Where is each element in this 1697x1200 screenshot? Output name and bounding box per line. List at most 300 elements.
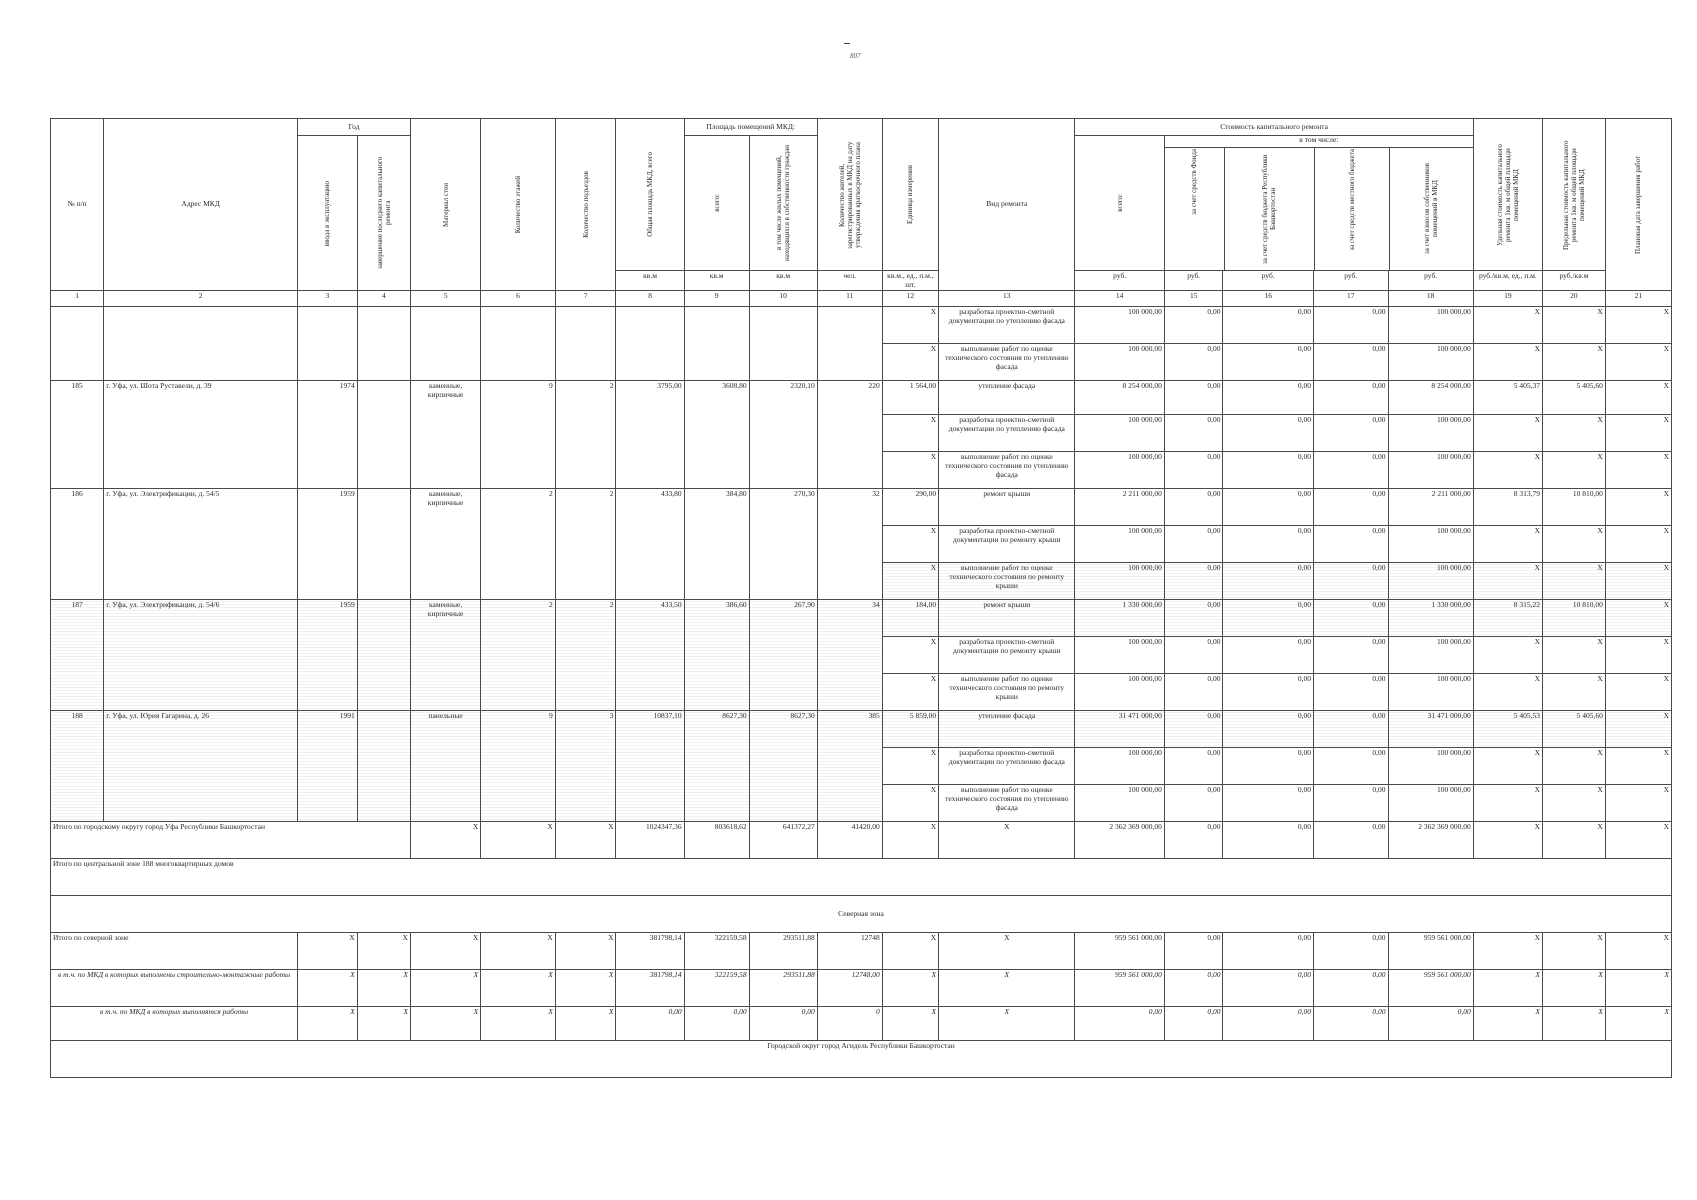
table-cell: 100 000,00 — [1075, 748, 1164, 785]
total-city-row — [51, 822, 1672, 859]
table-cell: X — [1605, 415, 1671, 452]
table-cell: 8 254 000,00 — [1388, 381, 1473, 415]
table-cell: 8627,30 — [749, 711, 817, 822]
h-address: Адрес МКД — [104, 119, 298, 291]
table-cell: X — [410, 933, 480, 970]
table-cell: 1959 — [298, 489, 358, 600]
table-cell: 0,00 — [1313, 822, 1388, 859]
table-cell: 9 — [684, 291, 749, 307]
table-cell: 0,00 — [1223, 748, 1314, 785]
table-cell — [357, 307, 410, 381]
table-cell: X — [882, 785, 938, 822]
table-cell: 0,00 — [684, 1007, 749, 1041]
table-cell: руб./кв.м, ед., п.м. — [1473, 271, 1542, 291]
table-cell: 8 254 000,00 — [1075, 381, 1164, 415]
total-central-row — [51, 859, 1672, 896]
table-cell: 0,00 — [1313, 307, 1388, 344]
table-cell: X — [1473, 452, 1542, 489]
table-cell: 0,00 — [1313, 933, 1388, 970]
table-cell: 322159,58 — [684, 933, 749, 970]
table-cell: 293511,88 — [749, 970, 817, 1007]
header-row-1 — [51, 119, 1672, 136]
table-cell: 100 000,00 — [1075, 526, 1164, 563]
table-cell: 803618,62 — [684, 822, 749, 859]
table-cell: 293511,88 — [749, 933, 817, 970]
table-cell: X — [882, 970, 938, 1007]
h-year: Год — [298, 119, 411, 136]
table-cell: X — [882, 415, 938, 452]
table-cell: X — [1543, 785, 1606, 822]
table-cell: X — [882, 1007, 938, 1041]
table-cell: 100 000,00 — [1075, 415, 1164, 452]
page-number: 807 — [850, 52, 861, 60]
table-cell: 100 000,00 — [1075, 637, 1164, 674]
table-cell: 14 — [1075, 291, 1164, 307]
table-cell: X — [481, 1007, 556, 1041]
table-cell: 100 000,00 — [1388, 674, 1473, 711]
table-cell: 1 — [51, 291, 104, 307]
h-total-area: Общая площадь МКД, всего — [616, 119, 684, 271]
table-cell: 100 000,00 — [1075, 452, 1164, 489]
table-cell: 100 000,00 — [1075, 674, 1164, 711]
table-cell: 1991 — [298, 711, 358, 822]
h-entrances: Количество подъездов — [555, 119, 616, 291]
table-cell: 10 810,00 — [1543, 489, 1606, 526]
table-cell: 4 — [357, 291, 410, 307]
table-cell: 0,00 — [1223, 933, 1314, 970]
table-cell: 41420,00 — [817, 822, 882, 859]
h-year-commission: ввода в эксплуатацию — [298, 136, 358, 291]
table-cell: 20 — [1543, 291, 1606, 307]
table-cell: X — [939, 970, 1075, 1007]
table-cell: 12748,00 — [817, 970, 882, 1007]
table-cell: 0,00 — [1223, 711, 1314, 748]
table-cell: 267,90 — [749, 600, 817, 711]
table-cell: 0,00 — [1223, 307, 1314, 344]
table-row — [51, 381, 1672, 415]
table-cell: 0,00 — [1313, 674, 1388, 711]
h-premises-area: Площадь помещений МКД: — [684, 119, 817, 136]
table-cell: 31 471 000,00 — [1075, 711, 1164, 748]
h-floors: Количество этажей — [481, 119, 556, 291]
table-cell: 2 — [555, 381, 616, 489]
table-cell: 184,00 — [882, 600, 938, 637]
h-premises-total: всего: — [684, 136, 749, 271]
table-cell: 0,00 — [1164, 344, 1223, 381]
table-cell: X — [1473, 1007, 1542, 1041]
table-cell: руб. — [1164, 271, 1223, 291]
table-cell: за счет средств Фонда — [1165, 148, 1225, 270]
table-cell: X — [939, 822, 1075, 859]
table-cell: X — [1473, 785, 1542, 822]
table-cell: 3608,80 — [684, 381, 749, 489]
table-cell: 0,00 — [1388, 1007, 1473, 1041]
table-cell: 0,00 — [1313, 637, 1388, 674]
table-cell: X — [882, 526, 938, 563]
table-cell: 8 315,22 — [1473, 600, 1542, 637]
table-cell: 17 — [1313, 291, 1388, 307]
table-cell — [410, 307, 480, 381]
table-cell: X — [357, 1007, 410, 1041]
table-cell: X — [1473, 933, 1542, 970]
table-cell: 385 — [817, 711, 882, 822]
table-cell: X — [1473, 307, 1542, 344]
table-cell: 0,00 — [1223, 674, 1314, 711]
table-cell: 0,00 — [1164, 637, 1223, 674]
table-cell: 2 — [481, 600, 556, 711]
table-cell: 0,00 — [1313, 563, 1388, 600]
table-cell: руб. — [1223, 271, 1314, 291]
table-cell: руб./кв.м — [1543, 271, 1606, 291]
table-cell: 19 — [1473, 291, 1542, 307]
table-cell: 0,00 — [1164, 748, 1223, 785]
table-cell: 0,00 — [1223, 600, 1314, 637]
table-cell: 12 — [882, 291, 938, 307]
table-cell: 16 — [1223, 291, 1314, 307]
table-cell: 641372,27 — [749, 822, 817, 859]
table-cell: X — [1605, 748, 1671, 785]
table-cell: руб. — [1388, 271, 1473, 291]
table-cell: 270,30 — [749, 489, 817, 600]
table-cell: X — [882, 933, 938, 970]
north-incl1-row — [51, 970, 1672, 1007]
table-cell: выполнение работ по оценке технического состояния по ремонту крыши — [939, 674, 1075, 711]
table-cell: X — [1605, 822, 1671, 859]
table-cell: X — [298, 933, 358, 970]
table-cell: 0,00 — [1313, 711, 1388, 748]
table-cell: выполнение работ по оценке технического состояния по утеплению фасада — [939, 452, 1075, 489]
table-cell: 1024347,36 — [616, 822, 684, 859]
table-cell: 0,00 — [1164, 526, 1223, 563]
table-cell: 0,00 — [1313, 344, 1388, 381]
table-cell: X — [1473, 748, 1542, 785]
table-cell — [357, 600, 410, 711]
table-cell: 959 561 000,00 — [1075, 933, 1164, 970]
table-cell: кв.м — [684, 271, 749, 291]
table-cell: 185 — [51, 381, 104, 489]
h-cost-total: всего: — [1075, 136, 1164, 271]
table-cell: 3 — [298, 291, 358, 307]
table-cell — [357, 711, 410, 822]
table-cell: 0,00 — [1313, 381, 1388, 415]
table-cell: 2320,10 — [749, 381, 817, 489]
table-cell: X — [1473, 674, 1542, 711]
table-cell: 0,00 — [1223, 526, 1314, 563]
table-cell: в т.ч. по МКД в которых выполнены строительно-монтажные работы — [51, 970, 298, 1007]
table-cell: кв.м — [749, 271, 817, 291]
table-cell: Итого по городскому округу город Уфа Республики Башкортостан — [51, 822, 411, 859]
scan-mark — [844, 43, 850, 44]
table-cell: 2 362 369 000,00 — [1075, 822, 1164, 859]
table-cell: 0,00 — [1313, 600, 1388, 637]
table-cell: г. Уфа, ул. Юрия Гагарина, д. 26 — [104, 711, 298, 822]
table-cell: X — [410, 970, 480, 1007]
table-cell: 8 313,79 — [1473, 489, 1542, 526]
table-cell: 187 — [51, 600, 104, 711]
table-cell: каменные, кирпичные — [410, 381, 480, 489]
table-cell — [104, 307, 298, 381]
h-residents: Количество жителей, зарегистрированных в МКД на дату утверждения краткосрочного плана — [817, 119, 882, 271]
table-cell: X — [882, 748, 938, 785]
table-cell: 10 810,00 — [1543, 600, 1606, 637]
table-cell: 100 000,00 — [1388, 748, 1473, 785]
north-incl2-row — [51, 1007, 1672, 1041]
table-cell: X — [1473, 822, 1542, 859]
table-cell: 0,00 — [1223, 785, 1314, 822]
table-cell: 0,00 — [1313, 489, 1388, 526]
table-cell: 381798,14 — [616, 970, 684, 1007]
table-cell: 0,00 — [1164, 381, 1223, 415]
table-cell: Итого по центральной зоне 188 многоквартирных домов — [51, 859, 1672, 896]
table-cell: 8627,30 — [684, 711, 749, 822]
table-cell: X — [1473, 637, 1542, 674]
table-cell: X — [1543, 1007, 1606, 1041]
table-cell: 0,00 — [1164, 452, 1223, 489]
h-unit-cost: Удельная стоимость капитального ремонта 1кв. м общей площади помещений МКД — [1473, 119, 1542, 271]
h-num: № п/п — [51, 119, 104, 291]
table-row — [51, 711, 1672, 748]
table-cell: 322159,58 — [684, 970, 749, 1007]
table-cell: разработка проектно-сметной документации по утеплению фасада — [939, 415, 1075, 452]
table-cell: 34 — [817, 600, 882, 711]
total-north-row — [51, 933, 1672, 970]
table-cell: 100 000,00 — [1388, 563, 1473, 600]
table-cell: X — [481, 970, 556, 1007]
table-cell: 18 — [1388, 291, 1473, 307]
table-cell: г. Уфа, ул. Шота Руставели, д. 39 — [104, 381, 298, 489]
table-cell: 5 859,00 — [882, 711, 938, 748]
table-cell: 100 000,00 — [1388, 526, 1473, 563]
table-cell: 0,00 — [1164, 563, 1223, 600]
table-cell: 1 330 000,00 — [1388, 600, 1473, 637]
table-cell: 0,00 — [1164, 489, 1223, 526]
table-cell: 100 000,00 — [1075, 307, 1164, 344]
table-cell: X — [1605, 674, 1671, 711]
table-cell: 31 471 000,00 — [1388, 711, 1473, 748]
table-cell: X — [1605, 637, 1671, 674]
table-cell: X — [1543, 344, 1606, 381]
table-cell: X — [1605, 526, 1671, 563]
table-cell: разработка проектно-сметной документации по утеплению фасада — [939, 748, 1075, 785]
capital-repair-table — [50, 118, 1672, 1078]
table-cell: X — [555, 970, 616, 1007]
table-cell: X — [298, 970, 358, 1007]
table-cell: 2 362 369 000,00 — [1388, 822, 1473, 859]
table-cell: 21 — [1605, 291, 1671, 307]
table-cell: 1 564,00 — [882, 381, 938, 415]
table-cell: X — [1605, 307, 1671, 344]
h-cost: Стоимость капитального ремонта — [1075, 119, 1473, 136]
table-cell: X — [1605, 711, 1671, 748]
table-cell: разработка проектно-сметной документации по ремонту крыши — [939, 526, 1075, 563]
table-cell: 100 000,00 — [1388, 307, 1473, 344]
table-cell: X — [1473, 970, 1542, 1007]
table-cell: X — [939, 1007, 1075, 1041]
table-cell: 290,00 — [882, 489, 938, 526]
table-cell: разработка проектно-сметной документации по ремонту крыши — [939, 637, 1075, 674]
table-row — [51, 489, 1672, 526]
table-cell: X — [1473, 526, 1542, 563]
table-cell: X — [1543, 933, 1606, 970]
table-cell: 6 — [481, 291, 556, 307]
table-cell: X — [1543, 526, 1606, 563]
h-unit: Единица измерения — [882, 119, 938, 271]
table-cell: X — [882, 822, 938, 859]
table-cell: X — [1605, 452, 1671, 489]
table-cell: выполнение работ по оценке технического состояния по утеплению фасада — [939, 785, 1075, 822]
table-cell: 381798,14 — [616, 933, 684, 970]
table-cell: 100 000,00 — [1388, 344, 1473, 381]
table-cell: 2 — [104, 291, 298, 307]
table-cell: X — [1473, 415, 1542, 452]
h-year-repair: завершение последнего капитального ремонта — [357, 136, 410, 291]
table-cell: 13 — [939, 291, 1075, 307]
table-cell: 0,00 — [1313, 748, 1388, 785]
table-cell: 11 — [817, 291, 882, 307]
column-numbers-row — [51, 291, 1672, 307]
table-cell: 100 000,00 — [1075, 344, 1164, 381]
table-cell: 5 405,60 — [1543, 381, 1606, 415]
table-cell: 2 — [481, 489, 556, 600]
table-cell: X — [298, 1007, 358, 1041]
table-cell: 7 — [555, 291, 616, 307]
table-cell: 0,00 — [1313, 452, 1388, 489]
table-cell: 32 — [817, 489, 882, 600]
table-cell: 10 — [749, 291, 817, 307]
table-cell: X — [882, 674, 938, 711]
table-cell: 0,00 — [1164, 600, 1223, 637]
table-cell: 2 211 000,00 — [1388, 489, 1473, 526]
table-cell: 100 000,00 — [1388, 452, 1473, 489]
table-cell: 0,00 — [1164, 415, 1223, 452]
table-cell: X — [1605, 600, 1671, 637]
table-cell: 386,60 — [684, 600, 749, 711]
table-row — [51, 307, 1672, 344]
table-cell: ремонт крыши — [939, 489, 1075, 526]
table-cell: X — [555, 933, 616, 970]
table-cell — [616, 307, 684, 381]
table-cell: руб. — [1075, 271, 1164, 291]
table-cell: 0,00 — [1223, 415, 1314, 452]
table-cell: 0 — [817, 1007, 882, 1041]
table-cell: X — [1543, 674, 1606, 711]
table-cell: 5 405,60 — [1543, 711, 1606, 748]
table-cell: X — [357, 970, 410, 1007]
table-cell: каменные, кирпичные — [410, 489, 480, 600]
table-cell: панельные — [410, 711, 480, 822]
table-cell: 0,00 — [1164, 674, 1223, 711]
table-cell — [749, 307, 817, 381]
table-cell: 959 561 000,00 — [1388, 970, 1473, 1007]
table-cell — [357, 381, 410, 489]
table-cell: Итого по северной зоне — [51, 933, 298, 970]
table-cell: X — [1543, 748, 1606, 785]
table-cell: 0,00 — [1223, 344, 1314, 381]
table-cell: X — [1543, 452, 1606, 489]
table-cell: 1959 — [298, 600, 358, 711]
table-cell: 5 405,53 — [1473, 711, 1542, 748]
table-cell: 0,00 — [1313, 970, 1388, 1007]
table-cell: 188 — [51, 711, 104, 822]
table-cell: 0,00 — [1164, 785, 1223, 822]
h-plan-date: Плановая дата завершения работ — [1605, 119, 1671, 291]
table-cell: 0,00 — [1164, 711, 1223, 748]
table-cell: 0,00 — [1075, 1007, 1164, 1041]
table-cell: 8 — [616, 291, 684, 307]
table-cell: за счет взносов собственников помещений в МКД — [1423, 163, 1440, 255]
table-cell: 3 — [555, 711, 616, 822]
table-cell: 0,00 — [1223, 381, 1314, 415]
h-work-type: Вид ремонта — [939, 119, 1075, 291]
table-cell: 0,00 — [1223, 563, 1314, 600]
h-limit-cost: Предельная стоимость капитального ремонта 1кв. м общей площади помещений МКД — [1543, 119, 1606, 271]
table-cell: X — [882, 307, 938, 344]
table-cell: 0,00 — [1313, 526, 1388, 563]
table-cell: 0,00 — [1164, 1007, 1223, 1041]
table-cell: Северная зона — [51, 896, 1672, 933]
table-cell: X — [1605, 563, 1671, 600]
table-cell: X — [481, 822, 556, 859]
table-cell: 0,00 — [1223, 489, 1314, 526]
table-cell: 0,00 — [1223, 970, 1314, 1007]
table-cell: X — [1605, 381, 1671, 415]
table-cell: 9 — [481, 381, 556, 489]
table-cell: 959 561 000,00 — [1075, 970, 1164, 1007]
table-cell: утепление фасада — [939, 381, 1075, 415]
table-cell: за счет средств местного бюджета — [1314, 148, 1389, 270]
table-cell: 186 — [51, 489, 104, 600]
table-cell: X — [882, 637, 938, 674]
table-cell: 433,80 — [616, 489, 684, 600]
table-cell: выполнение работ по оценке технического состояния по ремонту крыши — [939, 563, 1075, 600]
table-cell: 5 405,37 — [1473, 381, 1542, 415]
table-cell: 0,00 — [616, 1007, 684, 1041]
table-cell: 100 000,00 — [1075, 563, 1164, 600]
table-cell: разработка проектно-сметной документации по утеплению фасада — [939, 307, 1075, 344]
table-cell: утепление фасада — [939, 711, 1075, 748]
table-cell: 959 561 000,00 — [1388, 933, 1473, 970]
table-cell: X — [1473, 563, 1542, 600]
table-cell: X — [1473, 344, 1542, 381]
table-cell: каменные, кирпичные — [410, 600, 480, 711]
table-cell: 100 000,00 — [1388, 785, 1473, 822]
table-cell: 10837,10 — [616, 711, 684, 822]
table-cell: 0,00 — [1164, 307, 1223, 344]
table-cell: 100 000,00 — [1075, 785, 1164, 822]
table-cell: 0,00 — [1164, 933, 1223, 970]
table-cell: 0,00 — [1313, 1007, 1388, 1041]
table-cell: 0,00 — [1223, 452, 1314, 489]
table-cell: X — [1605, 933, 1671, 970]
table-cell: X — [357, 933, 410, 970]
table-cell: выполнение работ по оценке технического состояния по утеплению фасада — [939, 344, 1075, 381]
table-cell: 100 000,00 — [1388, 415, 1473, 452]
table-cell: 0,00 — [1164, 822, 1223, 859]
table-cell: X — [1605, 785, 1671, 822]
table-cell: X — [1605, 489, 1671, 526]
table-cell: 0,00 — [1313, 415, 1388, 452]
table-cell: 15 — [1164, 291, 1223, 307]
table-cell: в т.ч. по МКД в которых выполнятся работы — [51, 1007, 298, 1041]
table-cell: 0,00 — [1223, 1007, 1314, 1041]
agidel-row — [51, 1041, 1672, 1078]
table-cell: X — [1605, 1007, 1671, 1041]
table-cell: г. Уфа, ул. Электрификации, д. 54/6 — [104, 600, 298, 711]
h-premises-owned: в том числе жилых помещений, находящихся в собственности граждан — [749, 136, 817, 271]
table-cell: 0,00 — [1223, 637, 1314, 674]
table-row — [51, 600, 1672, 637]
table-cell: X — [1605, 970, 1671, 1007]
